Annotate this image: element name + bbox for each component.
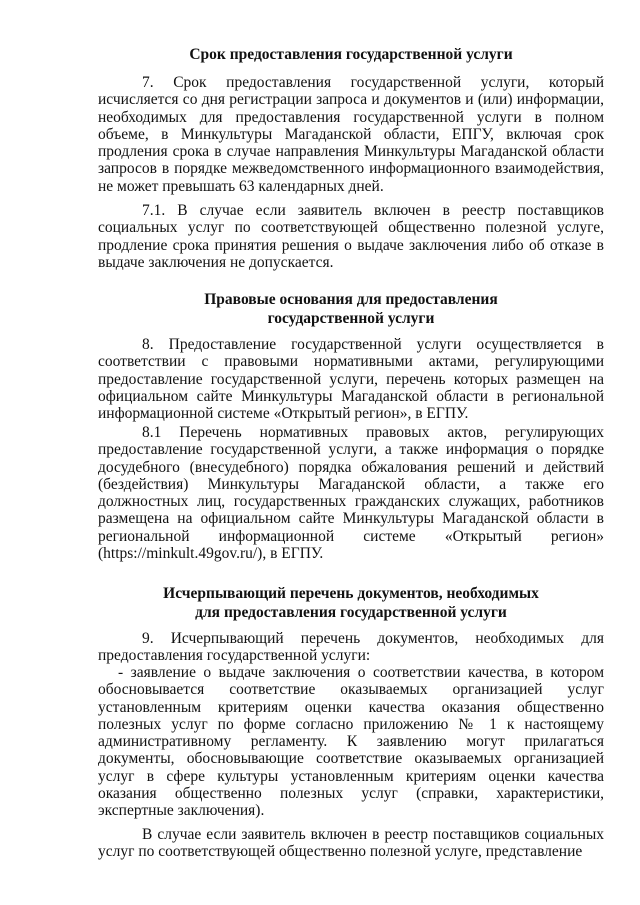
paragraph-last: В случае если заявитель включен в реестр поставщиков социальных услуг по соответствующей общественно полезной услуге, представление (98, 826, 604, 861)
section-heading-documents (96, 584, 606, 622)
paragraph-8: 8. Предоставление государственной услуги осуществляется в соответствии с правовыми нормативными актами, регулирующими предоставление государственной услуги, перечень которых размещен на официальном сайте Минкультуры Магаданской области в региональной информационной системе «Открытый регион», в ЕГПУ. (98, 336, 604, 423)
heading-text: Срок предоставления государственной услуги (189, 46, 513, 63)
paragraph-9: 9. Исчерпывающий перечень документов, необходимых для предоставления государственной услуги: (98, 630, 604, 665)
section-heading-term (96, 45, 606, 64)
paragraph-7-1: 7.1. В случае если заявитель включен в реестр поставщиков социальных услуг по соответствующей общественно полезной услуге, продление срока принятия решения о выдаче заключения либо об отказе в выдаче заключения не допускается. (98, 202, 604, 271)
paragraph-7: 7. Срок предоставления государственной услуги, который исчисляется со дня регистрации запроса и документов и (или) информации, необходимых для предоставления государственной услуги в полном объеме, в Минкультуры Магаданской области, ЕПГУ, включая срок продления срока в случае направления Минкультуры Магаданской области запросов в порядке межведомственного информационного взаимодействия, не может превышать 63 календарных дней. (98, 74, 604, 195)
heading-line-1: Правовые основания для предоставления (204, 291, 498, 308)
heading-line-2: государственной услуги (267, 310, 435, 327)
heading-line-1: Исчерпывающий перечень документов, необходимых (163, 585, 539, 602)
paragraph-9-list-item: - заявление о выдаче заключения о соответствии качества, в котором обосновывается соответствие оказываемых организацией услуг установленным критериям оценки качества оказания общественно полезных услуг по форме согласно приложению № 1 к настоящему административному регламенту. К заявлению могут прилагаться документы, обосновывающие соответствие оказываемых организацией услуг в сфере культуры установленным критериям оценки качества оказания общественно полезных услуг (справки, характеристики, экспертные заключения). (98, 664, 604, 820)
section-heading-legal-basis (96, 290, 606, 328)
heading-line-2: для предоставления государственной услуги (195, 604, 507, 621)
paragraph-8-1: 8.1 Перечень нормативных правовых актов, регулирующих предоставление государственной услуги, а также информация о порядке досудебного (внесудебного) порядка обжалования решений и действий (бездействия) Минкультуры Магаданской области, а также его должностных лиц, государственных гражданских служащих, работников размещена на официальном сайте Минкультуры Магаданской области в региональной информационной системе «Открытый регион» (https://minkult.49gov.ru/), в ЕГПУ. (98, 424, 604, 563)
